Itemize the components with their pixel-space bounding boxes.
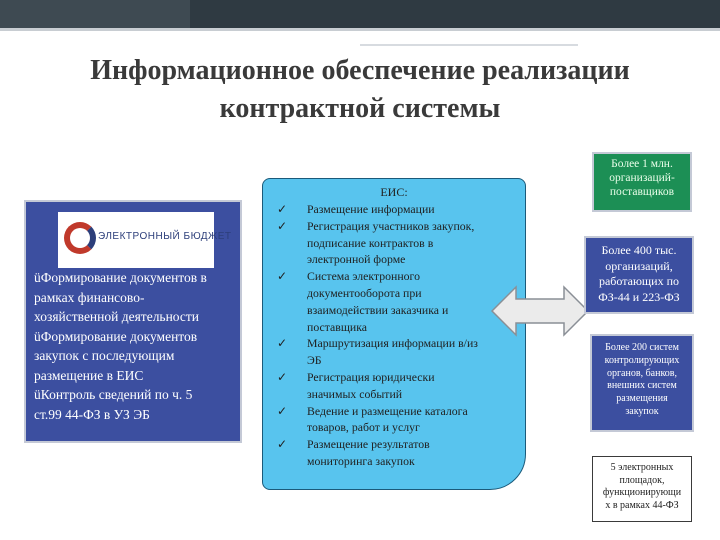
left-line-7: üКонтроль сведений по ч. 5 xyxy=(34,387,193,402)
control-line-4: внешних систем xyxy=(607,380,677,392)
left-line-1: üФормирование документов в xyxy=(34,270,207,285)
logo-text: ЭЛЕКТРОННЫЙ БЮДЖЕТ xyxy=(98,231,232,242)
eis-item xyxy=(277,369,523,403)
eis-item-line: ЭБ xyxy=(307,353,322,368)
left-line-8: ст.99 44-ФЗ в УЗ ЭБ xyxy=(34,406,150,422)
platforms-line-3: функционирующи xyxy=(602,487,682,499)
platforms-line-1: 5 электронных xyxy=(610,462,674,473)
slide-title-line-2: контрактной системы xyxy=(219,93,501,124)
eis-item xyxy=(277,201,523,218)
left-line-6: размещение в ЕИС xyxy=(34,367,144,383)
control-line-1: Более 200 систем xyxy=(605,342,679,353)
suppliers-line-2: организаций- xyxy=(609,172,675,184)
eis-item-line: взаимодействии заказчика и xyxy=(307,302,449,317)
customers-line-2: организаций, xyxy=(605,258,673,273)
checkmark-icon: ✓ xyxy=(277,269,288,284)
eis-item xyxy=(277,218,523,268)
eis-item-line: подписание контрактов в xyxy=(307,235,434,250)
control-line-2: контролирующих xyxy=(604,354,680,366)
eis-item-line: товаров, работ и услуг xyxy=(307,420,420,435)
suppliers-line-3: поставщиков xyxy=(609,186,675,198)
left-line-2: рамках финансово- xyxy=(34,289,145,305)
eis-item-line: Регистрация юридически xyxy=(307,369,435,384)
eis-title: ЕИС: xyxy=(380,185,408,199)
eis-item-line: Маршрутизация информации в/из xyxy=(307,336,478,351)
platforms-line-4: х в рамках 44-ФЗ xyxy=(605,499,679,511)
title-rule xyxy=(360,44,578,46)
eis-checklist xyxy=(277,201,523,470)
checkmark-icon: ✓ xyxy=(277,403,288,418)
control-line-6: закупок xyxy=(625,405,659,417)
left-line-4: üФормирование документов xyxy=(34,328,198,344)
platforms-line-2: площадок, xyxy=(619,474,665,486)
customers-line-4: ФЗ-44 и 223-ФЗ xyxy=(598,289,680,304)
eis-item-line: поставщика xyxy=(307,319,368,334)
electronic-platforms-box xyxy=(592,456,692,522)
eis-item-line: электронной форме xyxy=(307,252,406,267)
slide-title-line-1: Информационное обеспечение реализации xyxy=(90,55,630,86)
eis-item xyxy=(277,335,523,369)
checkmark-icon: ✓ xyxy=(277,202,288,216)
double-arrow-icon xyxy=(490,284,590,338)
eis-item-line: Размещение результатов xyxy=(307,437,430,452)
control-systems-box xyxy=(590,334,694,432)
control-line-3: органов, банков, xyxy=(606,367,678,379)
eis-item-line: Ведение и размещение каталога xyxy=(307,403,468,418)
control-line-5: размещения xyxy=(616,393,668,405)
eis-item-line: Регистрация участников закупок, xyxy=(307,218,475,233)
checkmark-icon: ✓ xyxy=(277,369,288,384)
checkmark-icon: ✓ xyxy=(277,336,288,351)
electronic-budget-text xyxy=(34,268,240,424)
top-bar-rule xyxy=(0,28,720,31)
electronic-budget-box xyxy=(24,200,242,443)
eis-panel xyxy=(262,178,526,490)
top-bar-accent xyxy=(190,0,720,28)
logo-ring-icon xyxy=(64,222,96,254)
eis-item-line: мониторинга закупок xyxy=(307,453,415,468)
eis-item xyxy=(277,268,523,335)
customers-line-3: работающих по xyxy=(598,274,680,288)
electronic-budget-logo xyxy=(58,212,232,268)
suppliers-line-1: Более 1 млн. xyxy=(611,158,673,170)
customers-line-1: Более 400 тыс. xyxy=(601,243,677,257)
eis-item-line: Система электронного xyxy=(307,269,420,284)
eis-item-line: значимых событий xyxy=(307,386,403,401)
eis-item xyxy=(277,403,523,437)
eis-item-line: документооборота при xyxy=(307,285,422,300)
left-line-3: хозяйственной деятельности xyxy=(34,309,200,324)
checkmark-icon: ✓ xyxy=(277,437,288,452)
suppliers-box xyxy=(592,152,692,212)
left-line-5: закупок с последующим xyxy=(34,348,175,363)
checkmark-icon: ✓ xyxy=(277,218,288,233)
customers-box xyxy=(584,236,694,314)
eis-item-line: Размещение информации xyxy=(307,202,435,216)
slide-title xyxy=(0,52,720,128)
eis-item xyxy=(277,436,523,470)
